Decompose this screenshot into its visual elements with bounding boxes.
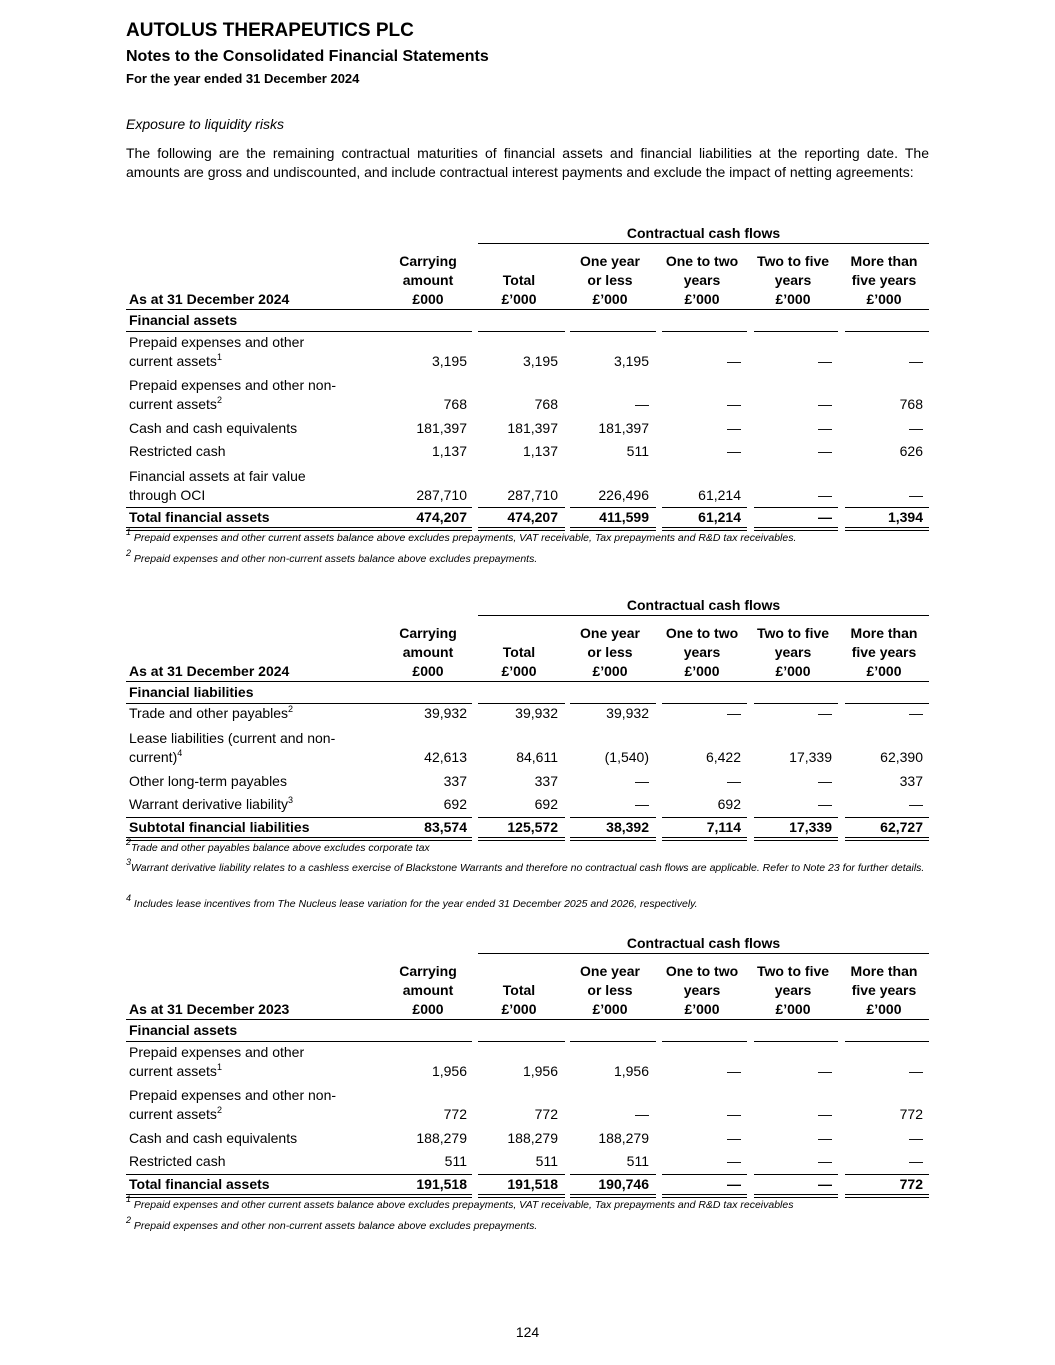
column-header-line: One year xyxy=(580,253,640,269)
cell-value: — xyxy=(909,420,923,436)
row-label-line: Prepaid expenses and other non- xyxy=(129,1087,337,1103)
cell-value: 287,710 xyxy=(507,487,558,503)
column-header-line: Total xyxy=(502,272,536,288)
total-double-rule xyxy=(845,1194,929,1195)
header-rule xyxy=(126,1019,929,1020)
total-value: 1,394 xyxy=(887,509,923,525)
table-row xyxy=(126,374,929,414)
cell-value: 287,710 xyxy=(416,487,467,503)
column-header-line: Carrying xyxy=(399,963,457,979)
cell-value: — xyxy=(727,1130,741,1146)
footnote-marker: 1 xyxy=(216,1062,222,1072)
row-label xyxy=(129,333,359,371)
cell-value: 337 xyxy=(534,773,558,789)
table-row xyxy=(126,331,929,371)
as-at-date-text: As at 31 December 2024 xyxy=(129,291,290,307)
total-double-rule xyxy=(845,527,929,528)
footnote-marker: 2 xyxy=(216,1105,222,1115)
total-double-rule xyxy=(570,837,656,838)
column-header-line: years xyxy=(774,644,812,660)
table-row xyxy=(126,795,929,814)
table-row xyxy=(126,1129,929,1148)
cell-value: 188,279 xyxy=(416,1130,467,1146)
cell-value: — xyxy=(727,353,741,369)
column-header-line: £’000 xyxy=(684,663,720,679)
header-rule xyxy=(126,681,929,682)
row-label-line: Other long-term payables xyxy=(129,773,287,789)
total-double-rule xyxy=(754,837,838,838)
row-label xyxy=(129,795,359,814)
footnote-marker: 3 xyxy=(287,795,293,805)
cell-value: — xyxy=(818,1130,832,1146)
table-row xyxy=(126,1152,929,1171)
column-header xyxy=(474,957,564,1019)
section-label-row xyxy=(126,683,929,702)
cell-value: — xyxy=(727,420,741,436)
cell-value: — xyxy=(818,796,832,812)
total-label: Subtotal financial liabilities xyxy=(129,819,310,835)
footnote-marker: 2 xyxy=(288,704,294,714)
cell-value: 181,397 xyxy=(598,420,649,436)
column-header-line: £’000 xyxy=(775,663,811,679)
table-row xyxy=(126,1084,929,1124)
cell-value: 692 xyxy=(534,796,558,812)
table-row xyxy=(126,1041,929,1081)
footnote xyxy=(126,548,926,567)
column-header-line: or less xyxy=(587,644,633,660)
cell-value: 1,956 xyxy=(613,1063,649,1079)
column-header-line: £000 xyxy=(412,291,444,307)
column-header-line: or less xyxy=(587,982,633,998)
total-value: — xyxy=(727,1176,741,1192)
row-label xyxy=(129,1086,359,1124)
table-row xyxy=(126,442,929,461)
footnote xyxy=(126,1215,926,1234)
column-header xyxy=(657,247,747,309)
column-header xyxy=(565,957,655,1019)
footnote-text: Warrant derivative liability relates to a cashless exercise of Blackstone Warrants and therefore no contractual cash flows are applicable. Refer to Note 23 for further details. xyxy=(131,862,925,874)
company-name: AUTOLUS THERAPEUTICS PLC xyxy=(126,20,414,41)
column-header-line: years xyxy=(683,982,721,998)
row-label-line: current assets xyxy=(129,1106,217,1122)
cell-value: — xyxy=(635,796,649,812)
column-header-line: £’000 xyxy=(866,663,902,679)
column-header-line: £’000 xyxy=(501,663,537,679)
column-header-line: One to two xyxy=(665,963,739,979)
cell-value: 768 xyxy=(899,396,923,412)
column-header xyxy=(748,247,838,309)
total-double-rule xyxy=(478,527,565,528)
cell-value: 39,932 xyxy=(606,705,649,721)
cell-value: — xyxy=(909,1063,923,1079)
footnote xyxy=(126,1194,926,1213)
total-double-rule xyxy=(126,1194,472,1195)
column-header-line: More than xyxy=(850,963,918,979)
column-header-line: years xyxy=(683,272,721,288)
cell-value: 62,390 xyxy=(880,749,923,765)
cell-value: 626 xyxy=(899,443,923,459)
row-label xyxy=(129,442,359,461)
row-label-line: Prepaid expenses and other xyxy=(129,1044,305,1060)
table-row xyxy=(126,465,929,505)
cell-value: 1,137 xyxy=(522,443,558,459)
cell-value: 768 xyxy=(534,396,558,412)
cell-value: — xyxy=(818,353,832,369)
column-header-line: Two to five xyxy=(756,963,830,979)
cell-value: (1,540) xyxy=(604,749,649,765)
cell-value: 188,279 xyxy=(507,1130,558,1146)
total-double-rule xyxy=(126,527,472,528)
cell-value: — xyxy=(727,1063,741,1079)
total-label: Total financial assets xyxy=(129,509,270,525)
footnote-number: 1 xyxy=(126,1194,132,1204)
cell-value: — xyxy=(727,443,741,459)
cell-value: — xyxy=(909,487,923,503)
row-label-line: Cash and cash equivalents xyxy=(129,1130,298,1146)
as-at-date-text: As at 31 December 2024 xyxy=(129,663,290,679)
total-value: 191,518 xyxy=(507,1176,558,1192)
total-value: — xyxy=(818,1176,832,1192)
cell-value: 511 xyxy=(626,443,649,459)
column-header-line: £’000 xyxy=(501,291,537,307)
footnote-number: 1 xyxy=(126,527,132,537)
total-double-rule xyxy=(754,1194,838,1195)
column-header-line: £’000 xyxy=(592,1001,628,1017)
column-header xyxy=(474,619,564,681)
total-value: 474,207 xyxy=(507,509,558,525)
cell-value: 39,932 xyxy=(424,705,467,721)
column-header-line: years xyxy=(774,272,812,288)
row-label xyxy=(129,376,359,414)
section-label-row xyxy=(126,1021,929,1040)
table-header-row xyxy=(126,619,929,681)
total-value: 38,392 xyxy=(606,819,649,835)
total-row xyxy=(126,508,929,527)
column-header-line: amount xyxy=(402,982,454,998)
cell-value: 337 xyxy=(899,773,923,789)
total-value: 17,339 xyxy=(789,819,832,835)
total-value: 62,727 xyxy=(880,819,923,835)
total-value: 61,214 xyxy=(698,509,741,525)
column-header xyxy=(565,247,655,309)
column-header-line: five years xyxy=(851,982,917,998)
cell-value: 42,613 xyxy=(424,749,467,765)
column-header-line: Total xyxy=(502,644,536,660)
table-header-row xyxy=(126,247,929,309)
section-label-row xyxy=(126,311,929,330)
footnote xyxy=(126,527,926,546)
total-double-rule xyxy=(662,527,747,528)
cell-value: 692 xyxy=(717,796,741,812)
cell-value: — xyxy=(818,396,832,412)
table-row xyxy=(126,727,929,767)
cell-value: 511 xyxy=(444,1153,467,1169)
column-header-line: One year xyxy=(580,625,640,641)
period-label: For the year ended 31 December 2024 xyxy=(126,71,360,86)
column-header xyxy=(383,247,473,309)
row-label xyxy=(129,467,359,505)
column-header xyxy=(839,957,929,1019)
total-double-rule xyxy=(662,837,747,838)
column-header-line: £’000 xyxy=(501,1001,537,1017)
total-double-rule xyxy=(845,837,929,838)
row-label-line: Warrant derivative liability xyxy=(129,796,288,812)
footnote-marker: 2 xyxy=(216,395,222,405)
cell-value: — xyxy=(635,1106,649,1122)
cell-value: — xyxy=(727,705,741,721)
table-row xyxy=(126,419,929,438)
column-header xyxy=(383,957,473,1019)
column-header-line: £’000 xyxy=(866,1001,902,1017)
cell-value: — xyxy=(727,1153,741,1169)
cell-value: — xyxy=(727,1106,741,1122)
cell-value: 511 xyxy=(626,1153,649,1169)
cell-value: 84,611 xyxy=(516,749,558,765)
column-header-line: £000 xyxy=(412,1001,444,1017)
column-header xyxy=(657,619,747,681)
cell-value: 772 xyxy=(534,1106,558,1122)
cell-value: 1,956 xyxy=(431,1063,467,1079)
column-header-line: £000 xyxy=(412,663,444,679)
total-value: 772 xyxy=(899,1176,923,1192)
cell-value: 226,496 xyxy=(598,487,649,503)
footnote xyxy=(126,837,926,856)
row-label xyxy=(129,704,359,723)
column-header-line: One to two xyxy=(665,625,739,641)
column-header xyxy=(565,619,655,681)
row-label-line: through OCI xyxy=(129,487,206,503)
total-double-rule xyxy=(478,837,565,838)
row-label xyxy=(129,1043,359,1081)
column-header-line: £’000 xyxy=(684,291,720,307)
row-label-line: current) xyxy=(129,749,178,765)
footnote-number: 2 xyxy=(126,548,132,558)
column-header-line: £’000 xyxy=(775,1001,811,1017)
row-label xyxy=(129,729,359,767)
column-header-line: years xyxy=(683,644,721,660)
column-header-line: More than xyxy=(850,625,918,641)
row-label xyxy=(129,419,359,438)
column-header-line: five years xyxy=(851,272,917,288)
total-value: 191,518 xyxy=(416,1176,467,1192)
row-label xyxy=(129,1152,359,1171)
column-header-line: or less xyxy=(587,272,633,288)
cell-value: — xyxy=(818,443,832,459)
row-label-line: Trade and other payables xyxy=(129,705,289,721)
footnote-text: Prepaid expenses and other non-current assets balance above excludes prepayments. xyxy=(131,553,538,565)
header-rule xyxy=(126,309,929,310)
footnote-text: Prepaid expenses and other non-current assets balance above excludes prepayments. xyxy=(131,1220,538,1232)
cell-value: 1,956 xyxy=(522,1063,558,1079)
cell-value: — xyxy=(818,1063,832,1079)
row-label xyxy=(129,772,359,791)
page-number: 124 xyxy=(515,1324,540,1340)
cell-value: — xyxy=(818,1153,832,1169)
row-label-line: current assets xyxy=(129,396,217,412)
column-header-line: amount xyxy=(402,644,454,660)
cell-value: 511 xyxy=(535,1153,558,1169)
row-label-line: current assets xyxy=(129,1063,217,1079)
column-header-line: Two to five xyxy=(756,625,830,641)
contractual-cash-flows-header: Contractual cash flows xyxy=(478,597,929,616)
table-row xyxy=(126,772,929,791)
cell-value: — xyxy=(818,773,832,789)
section-label: Financial liabilities xyxy=(129,684,254,700)
cell-value: 772 xyxy=(899,1106,923,1122)
column-header-line: One year xyxy=(580,963,640,979)
row-label-line: Restricted cash xyxy=(129,443,226,459)
footnote-text: Trade and other payables balance above excludes corporate tax xyxy=(131,842,430,854)
row-label-line: Cash and cash equivalents xyxy=(129,420,298,436)
row-label-line: Restricted cash xyxy=(129,1153,226,1169)
row-label-line: Prepaid expenses and other xyxy=(129,334,305,350)
row-label-line: Financial assets at fair value xyxy=(129,468,306,484)
cell-value: — xyxy=(818,705,832,721)
footnote-number: 2 xyxy=(126,1215,132,1225)
cell-value: — xyxy=(909,1153,923,1169)
cell-value: 772 xyxy=(443,1106,467,1122)
cell-value: — xyxy=(727,773,741,789)
section-label: Financial assets xyxy=(129,312,238,328)
intro-paragraph: The following are the remaining contractual maturities of financial assets and financial liabilities at the reporting date. The amounts are gross and undiscounted, and include contractual interest payments and exclude the impact of netting agreements: xyxy=(126,145,929,180)
total-value: 83,574 xyxy=(424,819,467,835)
cell-value: 17,339 xyxy=(789,749,832,765)
footnote-text: Prepaid expenses and other current assets balance above excludes prepayments, VAT receivable, Tax prepayments and R&D tax receivables xyxy=(131,1199,794,1211)
cell-value: — xyxy=(818,420,832,436)
footnote-marker: 1 xyxy=(216,352,222,362)
column-header-line: Carrying xyxy=(399,253,457,269)
footnote xyxy=(126,893,926,912)
row-label-line: Lease liabilities (current and non- xyxy=(129,730,336,746)
column-header-line: £’000 xyxy=(684,1001,720,1017)
row-label-line: Prepaid expenses and other non- xyxy=(129,377,337,393)
total-value: 411,599 xyxy=(599,509,649,525)
cell-value: — xyxy=(909,353,923,369)
cell-value: 61,214 xyxy=(698,487,741,503)
cell-value: 181,397 xyxy=(507,420,558,436)
total-value: 125,572 xyxy=(507,819,558,835)
column-header-line: five years xyxy=(851,644,917,660)
column-header-line: More than xyxy=(850,253,918,269)
cell-value: 6,422 xyxy=(705,749,741,765)
total-value: 7,114 xyxy=(706,819,741,835)
cell-value: 3,195 xyxy=(431,353,467,369)
cell-value: — xyxy=(818,1106,832,1122)
total-double-rule xyxy=(570,1194,656,1195)
cell-value: — xyxy=(909,796,923,812)
total-double-rule xyxy=(126,837,472,838)
total-double-rule xyxy=(754,527,838,528)
table-row xyxy=(126,704,929,723)
row-label-line: current assets xyxy=(129,353,217,369)
total-row xyxy=(126,818,929,837)
column-header-line: £’000 xyxy=(866,291,902,307)
total-label: Total financial assets xyxy=(129,1176,270,1192)
footnote-text: Prepaid expenses and other current assets balance above excludes prepayments, VAT receivable, Tax prepayments and R&D tax receivables. xyxy=(131,532,797,544)
column-header-line: Two to five xyxy=(756,253,830,269)
column-header-line: £’000 xyxy=(775,291,811,307)
total-value: — xyxy=(818,509,832,525)
column-header xyxy=(839,247,929,309)
cell-value: 1,137 xyxy=(431,443,467,459)
column-header-line: Total xyxy=(502,982,536,998)
cell-value: 188,279 xyxy=(598,1130,649,1146)
cell-value: — xyxy=(909,1130,923,1146)
footnote-text: Includes lease incentives from The Nucleus lease variation for the year ended 31 December 2025 and 2026, respectively. xyxy=(131,898,698,910)
total-value: 474,207 xyxy=(416,509,467,525)
section-label: Financial assets xyxy=(129,1022,238,1038)
column-header-line: One to two xyxy=(665,253,739,269)
cell-value: — xyxy=(635,396,649,412)
cell-value: — xyxy=(909,705,923,721)
cell-value: 181,397 xyxy=(416,420,467,436)
total-double-rule xyxy=(570,527,656,528)
footnote-number: 3 xyxy=(126,857,132,867)
column-header xyxy=(383,619,473,681)
cell-value: 3,195 xyxy=(613,353,649,369)
column-header xyxy=(748,619,838,681)
footnote xyxy=(126,857,926,876)
total-row xyxy=(126,1175,929,1194)
column-header-line: Carrying xyxy=(399,625,457,641)
column-header xyxy=(474,247,564,309)
table-header-row xyxy=(126,957,929,1019)
column-header xyxy=(657,957,747,1019)
statement-subtitle: Notes to the Consolidated Financial Statements xyxy=(126,48,489,65)
column-header xyxy=(839,619,929,681)
cell-value: — xyxy=(635,773,649,789)
column-header xyxy=(748,957,838,1019)
cell-value: 768 xyxy=(443,396,467,412)
footnote-number: 4 xyxy=(126,893,132,903)
cell-value: — xyxy=(818,487,832,503)
cell-value: 337 xyxy=(443,773,467,789)
contractual-cash-flows-header: Contractual cash flows xyxy=(478,935,929,954)
footnote-marker: 4 xyxy=(177,748,183,758)
total-double-rule xyxy=(478,1194,565,1195)
column-header-line: £’000 xyxy=(592,291,628,307)
as-at-date-text: As at 31 December 2023 xyxy=(129,1001,290,1017)
column-header-line: £’000 xyxy=(592,663,628,679)
cell-value: — xyxy=(727,396,741,412)
column-header-line: years xyxy=(774,982,812,998)
section-title: Exposure to liquidity risks xyxy=(126,116,284,132)
cell-value: 692 xyxy=(443,796,467,812)
total-value: 190,746 xyxy=(598,1176,649,1192)
cell-value: 39,932 xyxy=(515,705,558,721)
column-header-line: amount xyxy=(402,272,454,288)
footnote-number: 2 xyxy=(126,837,132,847)
cell-value: 3,195 xyxy=(522,353,558,369)
contractual-cash-flows-header: Contractual cash flows xyxy=(478,225,929,244)
row-label xyxy=(129,1129,359,1148)
total-double-rule xyxy=(662,1194,747,1195)
